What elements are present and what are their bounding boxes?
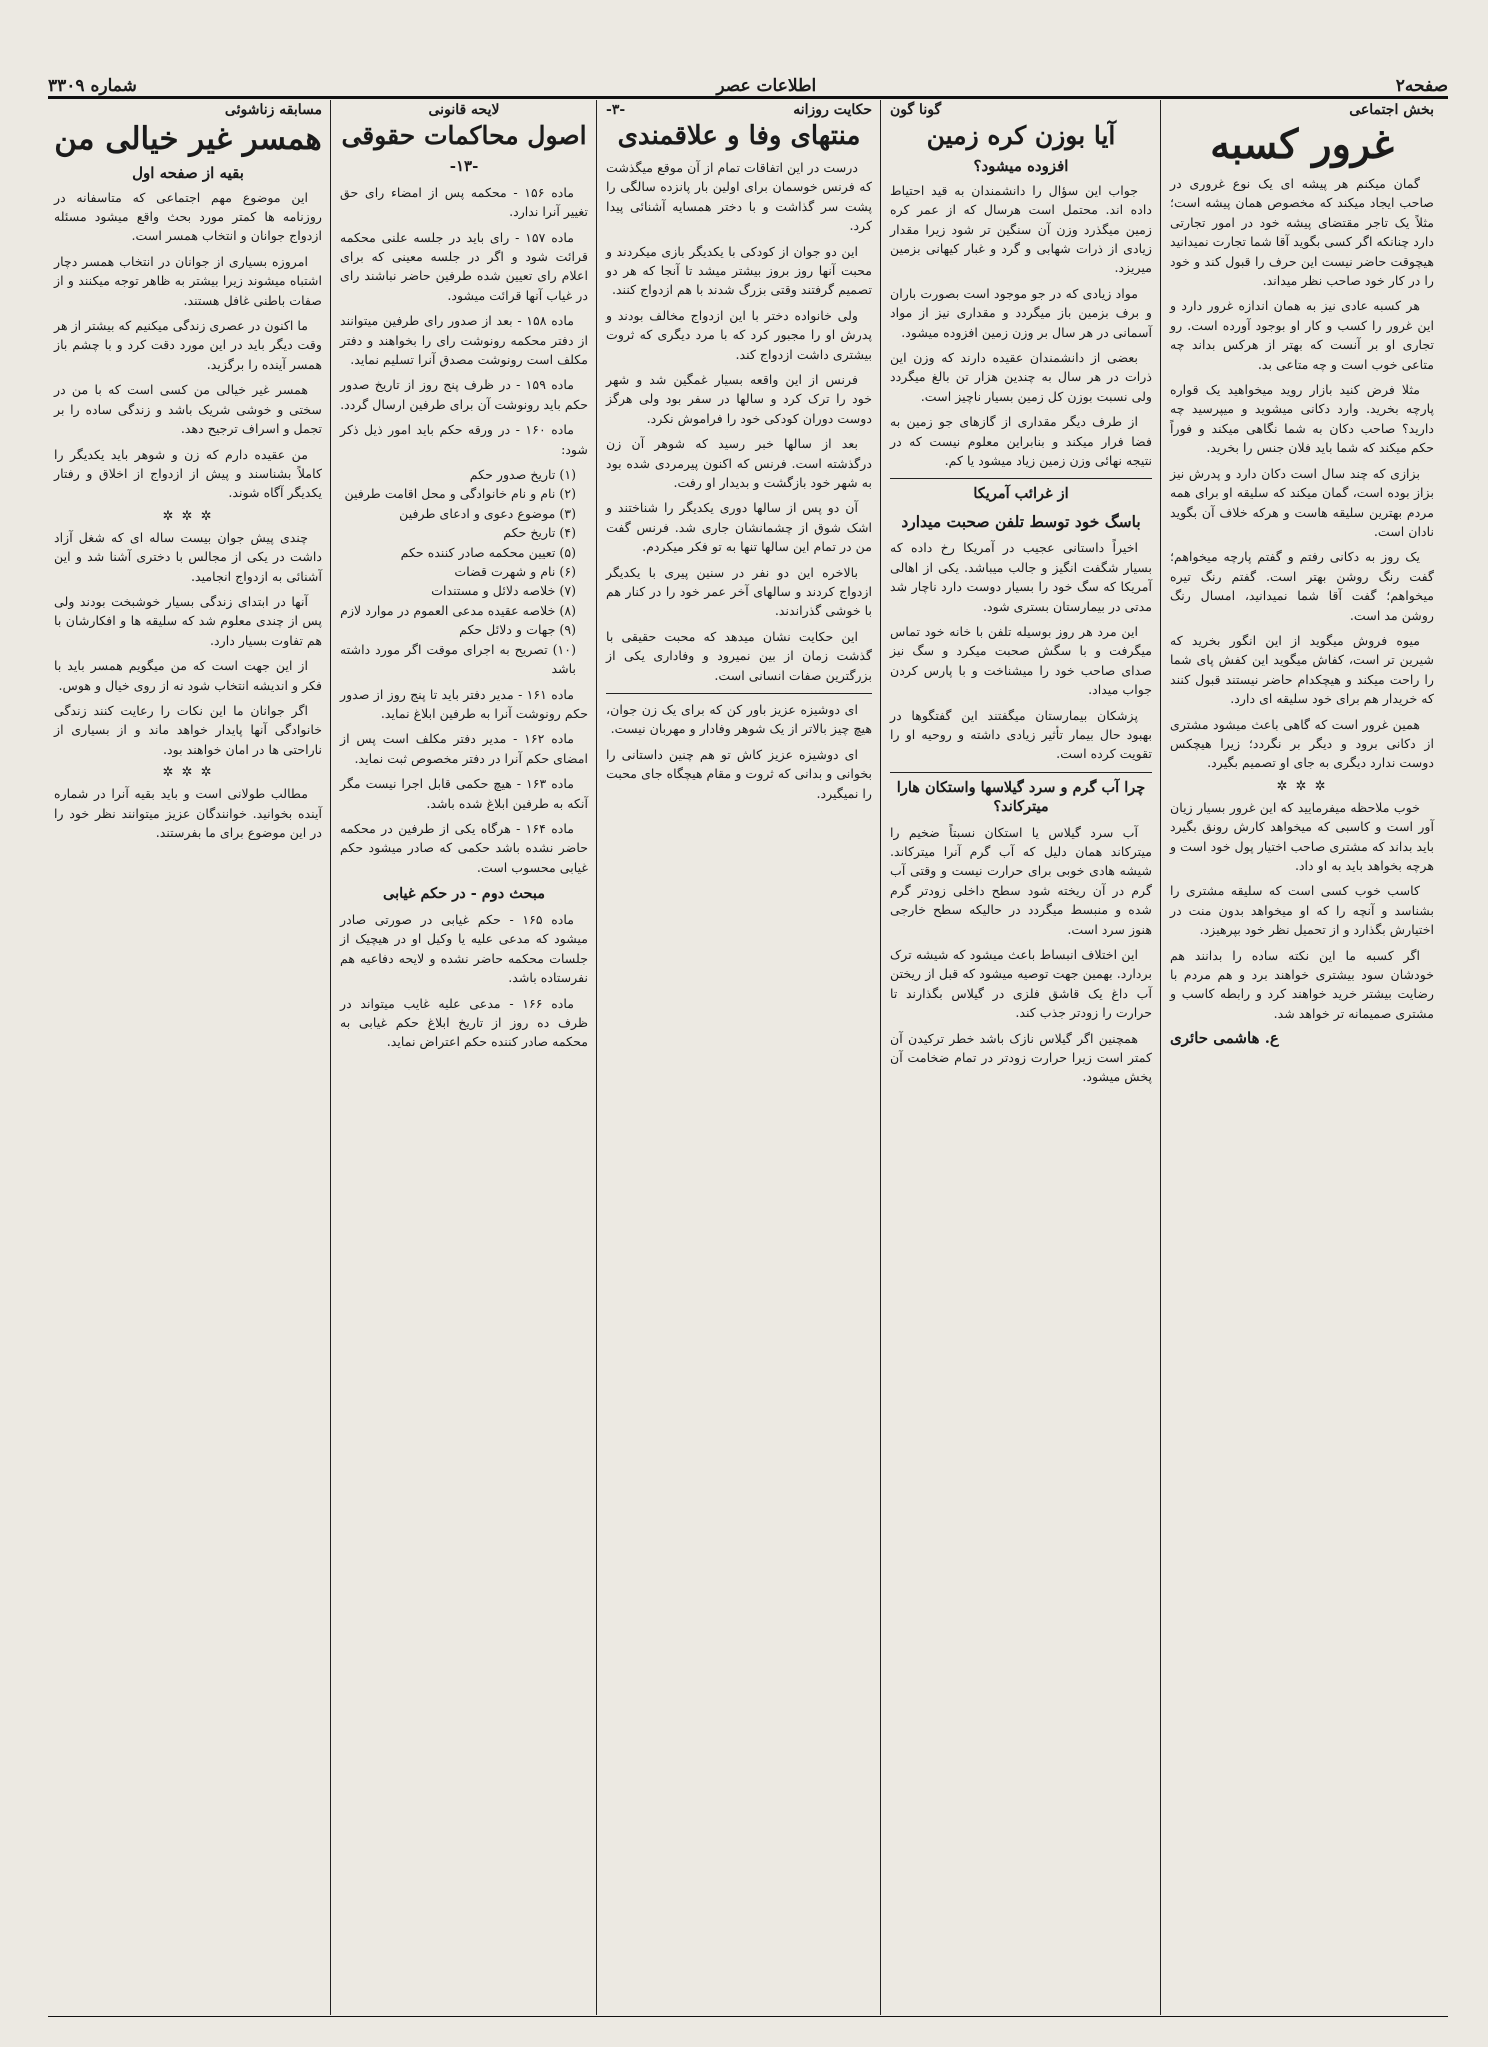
column-legal-bill (334, 100, 594, 2012)
paragraph: ماده ۱۶۰ - در ورقه حکم باید امور ذیل ذکر شود: (340, 422, 588, 457)
paragraph: درست در این اتفاقات تمام از آن موقع میگذشت که فرنس خوسمان برای اولین بار پانزده سالگی را پشت سر گذاشت و با دختر همسایه آشنائی پیدا کرد. (606, 159, 872, 234)
article-body (340, 685, 588, 878)
paragraph: این دو جوان از کودکی با یکدیگر بازی میکردند و محبت آنها روز بروز بیشتر میشد تا آنجا که هر دو تصمیم گرفتند وقتی بزرگ شدند با هم ازدواج کنند. (606, 243, 872, 298)
paper-name: اطلاعات عصر (716, 76, 817, 96)
author-signature: ع. هاشمی حائری (1170, 1029, 1279, 1048)
paragraph: ماده ۱۵۹ - در ظرف پنج روز از تاریخ صدور حکم باید رونوشت آن برای طرفین ارسال گردد. (340, 377, 588, 412)
paragraph: این مرد هر روز بوسیله تلفن با خانه خود تماس میگرفت و با سگش صحبت میکرد و سگ نیز صدای صاحب خود را میشناخت و با پارس کردن جواب میداد. (890, 624, 1152, 698)
paragraph: بزازی که چند سال است دکان دارد و پدرش نیز بزاز بوده است، گمان میکند که سلیقه او برای همه مردم بهترین سلیقه هاست و هرکه خلاف آن بگوید نادان است. (1170, 465, 1434, 539)
page-header (48, 68, 1448, 96)
paragraph: ای دوشیزه عزیز باور کن که برای یک زن جوان، هیچ چیز بالاتر از یک شوهر وفادار و مهربان نیست. (606, 702, 872, 737)
paragraph: ماده ۱۶۲ - مدیر دفتر مکلف است پس از امضای حکم آنرا در دفتر مخصوص ثبت نماید. (340, 731, 588, 766)
column-divider (880, 100, 881, 2015)
section-label: گونا گون (890, 102, 942, 118)
section-label-row (606, 102, 872, 118)
paragraph: بعد از سالها خبر رسید که شوهر آن زن درگذشته است. فرنس که اکنون پیرمردی شده بود به شهر خود بازگشت و بدیدار او رفت. (606, 436, 872, 490)
paragraph: این اختلاف انبساط باعث میشود که شیشه ترک بردارد. بهمین جهت توصیه میشود که قبل از ریختن آب داغ یک قاشق فلزی در گیلاس بگذارند تا حرارت را زودتر جذب کند. (890, 947, 1152, 1021)
paragraph: بالاخره این دو نفر در سنین پیری با یکدیگر ازدواج کردند و سالهای آخر عمر خود را در کنار هم با خوشی گذراندند. (606, 564, 872, 619)
article-body (890, 181, 1152, 471)
article-body-continued (606, 693, 872, 803)
paragraph: همچنین اگر گیلاس نازک باشد خطر ترکیدن آن کمتر است زیرا حرارت زودتر در تمام ضخامت آن پخش میشود. (890, 1030, 1152, 1085)
paragraph: ماده ۱۶۵ - حکم غیابی در صورتی صادر میشود که مدعی علیه یا وکیل او در هیچیک از جلسات محکمه حاضر نشده و لایحه دفاعیه هم نفرستاده باشد. (340, 912, 588, 986)
episode-number: -۳- (606, 102, 626, 118)
article-body (1170, 174, 1434, 773)
paragraph: اخیراً داستانی عجیب در آمریکا رخ داده که بسیار شگفت انگیز و جالب میباشد. یکی از اهالی آمریکا که سگ خود را بسیار دوست دارد ناچار شد مدتی در بیمارستان بستری شود. (890, 540, 1152, 614)
paragraph: ماده ۱۵۸ - بعد از صدور رای طرفین میتوانند از دفتر محکمه رونوشت رای را بخواهند و دفتر مکلف است رونوشت مصدق آنرا تسلیم نماید. (340, 313, 588, 367)
paragraph: ماده ۱۵۷ - رای باید در جلسه علنی محکمه قرائت شود و اگر در جلسه معینی که برای اعلام رای تعیین شده طرفین حاضر نباشند رای در غیاب آنها قرائت میشود. (340, 229, 588, 303)
list-item: (۱) تاریخ صدور حکم (469, 467, 576, 483)
paragraph: امروزه بسیاری از جوانان در انتخاب همسر دچار اشتباه میشوند زیرا بیشتر به ظاهر توجه میکنند و از صفات باطنی غافل هستند. (54, 253, 322, 308)
section-label: مسابقه زناشوئی (224, 102, 322, 118)
article-body-end (54, 784, 322, 842)
list-item: (۲) نام و نام خانوادگی و محل اقامت طرفین (344, 486, 576, 502)
article-subtitle: افزوده میشود؟ (973, 156, 1069, 175)
paragraph: این حکایت نشان میدهد که محبت حقیقی با گذشت زمان از بین نمیرود و وفاداری یکی از بزرگترین صفات انسانی است. (606, 628, 872, 683)
paragraph: ما اکنون در عصری زندگی میکنیم که بیشتر از هر وقت دیگر باید در این مورد دقت کرد و با چشم باز همسر آینده را برگزید. (54, 318, 322, 372)
separator-stars: ✲ ✲ ✲ (162, 765, 214, 781)
paragraph: گمان میکنم هر پیشه ای یک نوع غروری در صاحب ایجاد میکند که مخصوص همان پیشه است؛ مثلاً یک تاجر مقتضای پیشه خود در امور تجارتی دارد چنانکه اگر کسی بگوید آقا شما تجارت نمیدانید هیچوقت حاضر نیست این حرف را قبول کند و خود را در کار خود صاحب نظر میداند. (1170, 176, 1434, 289)
paragraph: ماده ۱۵۶ - محکمه پس از امضاء رای حق تغییر آنرا ندارد. (340, 184, 588, 220)
article-title: آیا بوزن کره زمین (926, 121, 1116, 150)
list-item: (۷) خلاصه دلائل و مستندات (431, 583, 576, 599)
paragraph: ای دوشیزه عزیز کاش تو هم چنین داستانی را بخوانی و بدانی که ثروت و مقام هیچگاه جای محبت را نمیگیرد. (606, 746, 872, 801)
paragraph: کاسب خوب کسی است که سلیقه مشتری را بشناسد و آنچه را که او میخواهد بدون منت در اختیارش بگذارد و از تحمیل نظر خود بپرهیزد. (1170, 883, 1434, 938)
paragraph: ماده ۱۶۳ - هیچ حکمی قابل اجرا نیست مگر آنکه به طرفین ابلاغ شده باشد. (340, 776, 588, 811)
column-miscellany (884, 100, 1158, 2012)
article-body (340, 910, 588, 1052)
header-rule (48, 96, 1448, 99)
article-list (340, 465, 588, 678)
article-body (340, 183, 588, 459)
section-label: بخش اجتماعی (1349, 102, 1434, 118)
paragraph: خوب ملاحظه میفرمایید که این غرور بسیار زیان آور است و کاسبی که میخواهد کارش رونق بگیرد باید بداند که مشتری صاحب اختیار پول خود است و هرچه بخواهد باید به او داد. (1170, 799, 1434, 873)
paragraph: جواب این سؤال را دانشمندان به قید احتیاط داده اند. محتمل است هرسال که از عمر کره زمین میگذرد وزن آن سنگین تر شود زیرا مقدار زیادی از ذرات شهابی و گرد و غبار کیهانی بزمین میریزد. (890, 182, 1152, 276)
paragraph: من عقیده دارم که زن و شوهر باید یکدیگر را کاملاً بشناسند و پیش از ازدواج از اخلاق و رفتار یکدیگر آگاه شوند. (54, 446, 322, 501)
list-item: (۱۰) تصریح به اجرای موقت اگر مورد داشته باشد (340, 641, 576, 677)
article-title: منتهای وفا و علاقمندی (617, 121, 861, 151)
article-title: چرا آب گرم و سرد گیلاسها واستکان هارا میترکاند؟ (890, 772, 1152, 817)
article-body (54, 188, 322, 503)
paragraph: این موضوع مهم اجتماعی که متاسفانه در روزنامه ها کمتر مورد بحث واقع میشود مسئله ازدواج جوانان و انتخاب همسر است. (54, 189, 322, 244)
issue-number: شماره ۳۳۰۹ (48, 76, 137, 96)
article-pride-of-shopkeepers (1164, 100, 1440, 2012)
column-divider (330, 100, 331, 2015)
article-body (890, 823, 1152, 1087)
list-item: (۶) نام و شهرت قضات (454, 564, 576, 580)
article-title: غرور کسبه (1210, 121, 1394, 168)
column-divider (1160, 100, 1161, 2015)
list-item: (۸) خلاصه عقیده مدعی العموم در موارد لازم (340, 602, 576, 618)
paragraph: مواد زیادی که در جو موجود است بصورت باران و برف بزمین باز میگردد و مقداری نیز از مواد آسمانی در هر سال بر وزن زمین افزوده میشود. (890, 285, 1152, 340)
footer-rule (48, 2016, 1448, 2017)
paragraph: پزشکان بیمارستان میگفتند این گفتگوها در بهبود حال بیمار تأثیر زیادی داشته و روحیه او را تقویت کرده است. (890, 707, 1152, 762)
paragraph: آنها در ابتدای زندگی بسیار خوشبخت بودند ولی پس از چندی معلوم شد که سلیقه ها و افکارشان با هم تفاوت بسیار دارد. (54, 593, 322, 648)
paragraph: مثلا فرض کنید بازار روید میخواهید یک قواره پارچه بخرید. وارد دکانی میشوید و میپرسید چه دارید؟ صاحب دکان به شما نگاهی میکند و فوراً حکم میکند که شما باید فلان جنس را بخرید. (1170, 382, 1434, 456)
subsection-heading: مبحث دوم - در حکم غیابی (382, 885, 545, 903)
page-number: صفحه۲ (1395, 76, 1448, 96)
list-item: (۳) موضوع دعوی و ادعای طرفین (399, 505, 576, 521)
article-title: همسر غیر خیالی من (54, 121, 322, 157)
paragraph: آن دو پس از سالها دوری یکدیگر را شناختند و اشک شوق از چشمانشان جاری شد. فرنس گفت من در تمام این سالها تنها به تو فکر میکردم. (606, 500, 872, 555)
continuation-note: بقیه از صفحه اول (132, 163, 244, 182)
installment-number: -۱۳- (449, 156, 479, 175)
list-item: (۵) تعیین محکمه صادر کننده حکم (400, 544, 576, 560)
paragraph: بعضی از دانشمندان عقیده دارند که وزن این ذرات در هر سال به چندین هزار تن بالغ میگردد ولی نسبت بوزن کل زمین بسیار ناچیز است. (890, 350, 1152, 404)
column-marriage-contest (48, 100, 328, 2012)
article-body-continued (54, 528, 322, 759)
column-daily-story (600, 100, 878, 2012)
article-title: اصول محاکمات حقوقی (341, 121, 587, 150)
section-label: حکایت روزانه (793, 102, 872, 118)
paragraph: مطالب طولانی است و باید بقیه آنرا در شماره آینده بخوانید. خوانندگان عزیز میتوانند نظر خود را در این موضوع برای ما بفرستند. (54, 786, 322, 841)
section-label: لایحه قانونی (428, 102, 500, 118)
paragraph: اگر جوانان ما این نکات را رعایت کنند زندگی خانوادگی آنها پایدار خواهد ماند و از بسیاری از ناراحتی ها در امان خواهند بود. (54, 702, 322, 757)
column-divider (596, 100, 597, 2015)
paragraph: فرنس از این واقعه بسیار غمگین شد و شهر خود را ترک کرد و سالها در سفر بود ولی هرگز دوست دوران کودکی خود را فراموش نکرد. (606, 371, 872, 426)
paragraph: چندی پیش جوان بیست ساله ای که شغل آزاد داشت در یکی از مجالس با دختری آشنا شد و این آشنائی به ازدواج انجامید. (54, 529, 322, 584)
paragraph: هر کسبه عادی نیز به همان اندازه غرور دارد و این غرور را کسب و کار او بوجود آورده است. رو تجاری او بر آنست که بهتر از هرکس بداند چه متاعی خوب است و چه متاعی بد. (1170, 298, 1434, 372)
list-item: (۴) تاریخ حکم (503, 525, 576, 541)
section-heading: از غرائب آمریکا (890, 478, 1152, 504)
separator-stars: ✲ ✲ ✲ (1276, 778, 1328, 794)
paragraph: میوه فروش میگوید از این انگور بخرید که شیرین تر است، کفاش میگوید این کفش پای شما را راحت میکند و هیچکدام حاضر نیستند قبول کنند که خریدار هم برای خود سلیقه ای دارد. (1170, 632, 1434, 707)
paragraph: ماده ۱۶۴ - هرگاه یکی از طرفین در محکمه حاضر نشده باشد حکمی که صادر میشود حکم غیابی محسوب است. (340, 820, 588, 875)
paragraph: ماده ۱۶۶ - مدعی علیه غایب میتواند در ظرف ده روز از تاریخ ابلاغ حکم غیابی به محکمه صادر کننده حکم اعتراض نماید. (340, 995, 588, 1050)
article-body (890, 538, 1152, 763)
article-body (606, 158, 872, 685)
list-item: (۹) جهات و دلائل حکم (459, 622, 576, 638)
paragraph: یک روز به دکانی رفتم و گفتم پارچه میخواهم؛ گفت رنگ روشن بهتر است. گفتم رنگ تیره میخواهم؛ گفت آقا شما نمیدانید، امسال رنگ روشن مد است. (1170, 549, 1434, 623)
article-body-continued (1170, 798, 1434, 1023)
paragraph: ماده ۱۶۱ - مدیر دفتر باید تا پنج روز از صدور حکم رونوشت آنرا به طرفین ابلاغ نماید. (340, 686, 588, 721)
separator-stars: ✲ ✲ ✲ (162, 508, 214, 524)
paragraph: از این جهت است که من میگویم همسر باید با فکر و اندیشه انتخاب شود نه از روی خیال و هوس. (54, 658, 322, 693)
paragraph: همسر غیر خیالی من کسی است که با من در سختی و خوشی شریک باشد و زندگی ساده را بر تجمل و اسراف ترجیح دهد. (54, 382, 322, 437)
article-title: باسگ خود توسط تلفن صحبت میدارد (901, 512, 1141, 532)
paragraph: آب سرد گیلاس یا استکان نسبتاً ضخیم را میترکاند همان دلیل که آب گرم آنرا میترکاند. شیشه هادی خوبی برای حرارت نیست و وقتی آب گرم در آن ریخته شود سطح داخلی زودتر گرم شده و منبسط میگردد در حالیکه سطح خارجی هنوز سرد است. (890, 824, 1152, 937)
paragraph: همین غرور است که گاهی باعث میشود مشتری از دکانی برود و دیگر بر نگردد؛ زیرا هیچکس دوست ندارد دیگری به جای او تصمیم بگیرد. (1170, 716, 1434, 771)
paragraph: اگر کسبه ما این نکته ساده را بدانند هم خودشان سود بیشتری خواهند برد و هم مردم با رضایت بیشتر خرید خواهند کرد و رابطه کاسب و مشتری صمیمانه تر خواهد شد. (1170, 947, 1434, 1021)
paragraph: ولی خانواده دختر با این ازدواج مخالف بودند و پدرش او را مجبور کرد که با مرد دیگری که ثروت بیشتری داشت ازدواج کند. (606, 307, 872, 362)
paragraph: از طرف دیگر مقداری از گازهای جو زمین به فضا فرار میکند و بنابراین معلوم نیست که در نتیجه نهائی وزن زمین زیاد میشود یا کم. (890, 414, 1152, 469)
